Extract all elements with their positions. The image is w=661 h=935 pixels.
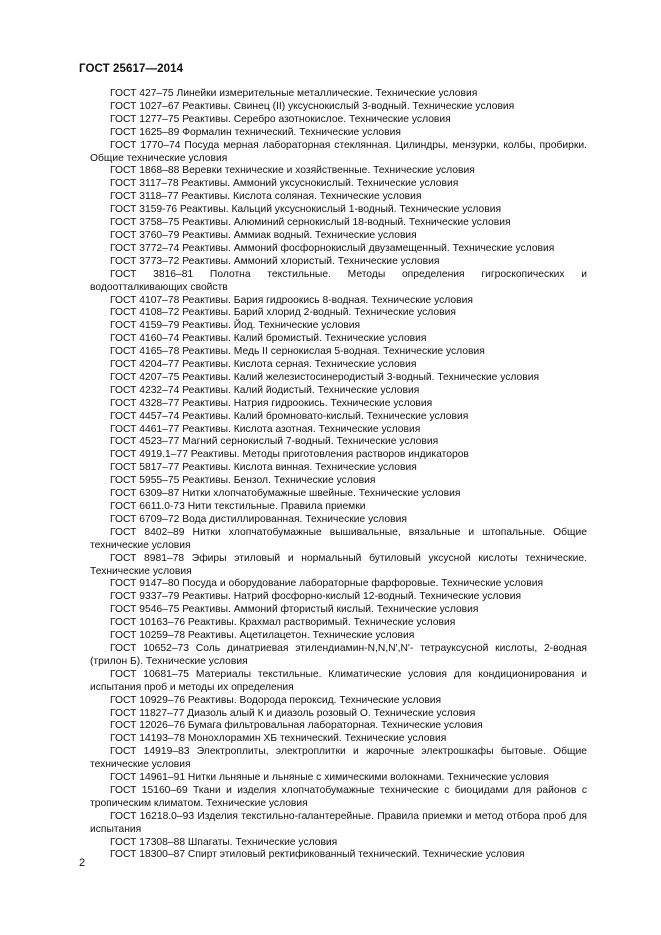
reference-entry: ГОСТ 17308–88 Шпагаты. Технические условия [110, 836, 338, 848]
reference-entry: ГОСТ 5817–77 Реактивы. Кислота винная. Технические условия [110, 462, 417, 474]
reference-entry: ГОСТ 427–75 Линейки измерительные металлические. Технические условия [110, 88, 478, 99]
reference-entry: ГОСТ 14193–78 Монохлорамин ХБ технический. Технические условия [110, 733, 447, 745]
reference-entry: ГОСТ 1868–88 Веревки технические и хозяйственные. Технические условия [110, 165, 475, 177]
reference-entry: ГОСТ 1027–67 Реактивы. Свинец (II) уксуснокислый 3-водный. Технические условия [110, 100, 515, 112]
reference-entry: ГОСТ 9147–80 Посуда и оборудование лабораторные фарфоровые. Технические условия [110, 578, 544, 590]
reference-entry: ГОСТ 10259–78 Реактивы. Ацетилацетон. Технические условия [110, 630, 415, 642]
document-header: ГОСТ 25617—2014 [79, 63, 184, 75]
reference-entry: ГОСТ 8981–78 Эфиры этиловый и нормальный бутиловый уксусной кислоты технические. Технические условия [90, 552, 587, 577]
reference-entry: ГОСТ 3816–81 Полотна текстильные. Методы определения гигроскопических и водоотталкивающих свойств [90, 268, 587, 293]
reference-entry: ГОСТ 10929–76 Реактивы. Водорода пероксид. Технические условия [110, 694, 442, 706]
reference-entry: ГОСТ 4159–79 Реактивы. Йод. Технические условия [110, 320, 361, 332]
reference-entry: ГОСТ 8402–89 Нитки хлопчатобумажные вышивальные, вязальные и штопальные. Общие технические условия [90, 526, 587, 551]
reference-entry: ГОСТ 3118–77 Реактивы. Кислота соляная. Технические условия [110, 191, 422, 203]
reference-entry: ГОСТ 3117–78 Реактивы. Аммоний уксуснокислый. Технические условия [110, 178, 459, 190]
reference-entry: ГОСТ 3760–79 Реактивы. Аммиак водный. Технические условия [110, 229, 417, 241]
reference-entry: ГОСТ 11827–77 Диазоль алый К и диазоль розовый О. Технические условия [110, 707, 476, 719]
reference-entry: ГОСТ 1770–74 Посуда мерная лабораторная стеклянная. Цилиндры, мензурки, колбы, пробирки. Общие технические условия [90, 139, 587, 164]
reference-entry: ГОСТ 4165–78 Реактивы. Медь II сернокислая 5-водная. Технические условия [110, 346, 485, 358]
reference-entry: ГОСТ 6611.0-73 Нити текстильные. Правила приемки [110, 501, 366, 512]
reference-entry: ГОСТ 4207–75 Реактивы. Калий железистосинеродистый 3-водный. Технические условия [110, 371, 540, 383]
reference-entry: ГОСТ 3772–74 Реактивы. Аммоний фосфорнокислый двузамещенный. Технические условия [110, 242, 555, 254]
reference-entry: ГОСТ 4919.1–77 Реактивы. Методы приготовления растворов индикаторов [110, 449, 469, 461]
reference-entry: ГОСТ 12026–76 Бумага фильтровальная лабораторная. Технические условия [110, 720, 483, 732]
reference-entry: ГОСТ 4328–77 Реактивы. Натрия гидроокись. Технические условия [110, 397, 433, 409]
reference-entry: ГОСТ 3159-76 Реактивы. Кальций уксуснокислый 1-водный. Технические условия [110, 204, 502, 216]
reference-entry: ГОСТ 4232–74 Реактивы. Калий йодистый. Технические условия [110, 384, 420, 396]
reference-entry: ГОСТ 1277–75 Реактивы. Серебро азотнокислое. Технические условия [110, 113, 451, 125]
reference-entry: ГОСТ 3758–75 Реактивы. Алюминий сернокислый 18-водный. Технические условия [110, 217, 511, 229]
reference-entry: ГОСТ 14961–91 Нитки льняные и льняные с химическими волокнами. Технические условия [110, 772, 549, 784]
reference-entry: ГОСТ 4107–78 Реактивы. Бария гидроокись 8-водная. Технические условия [110, 294, 473, 306]
reference-entry: ГОСТ 6709–72 Вода дистиллированная. Технические условия [110, 513, 407, 525]
reference-entry: ГОСТ 4204–77 Реактивы. Кислота серная. Технические условия [110, 359, 417, 371]
reference-entry: ГОСТ 10681–75 Материалы текстильные. Климатические условия для кондиционирования и испытания проб и методы их определения [90, 668, 587, 693]
reference-entry: ГОСТ 5955–75 Реактивы. Бензол. Технические условия [110, 475, 376, 487]
reference-entry: ГОСТ 4461–77 Реактивы. Кислота азотная. Технические условия [110, 423, 421, 435]
page-number: 2 [79, 857, 86, 869]
reference-entry: ГОСТ 15160–69 Ткани и изделия хлопчатобумажные технические с биоцидами для районов с тропическим климатом. Технические условия [90, 784, 587, 809]
reference-entry: ГОСТ 10652–73 Соль динатриевая этилендиамин-N,N,N',N'- тетрауксусной кислоты, 2-водная (трилон Б). Технические условия [90, 642, 587, 667]
reference-entry: ГОСТ 1625–89 Формалин технический. Технические условия [110, 126, 401, 138]
reference-entry: ГОСТ 9546–75 Реактивы. Аммоний фтористый кислый. Технические условия [110, 604, 479, 616]
reference-entry: ГОСТ 3773–72 Реактивы. Аммоний хлористый. Технические условия [110, 255, 440, 267]
reference-entry: ГОСТ 14919–83 Электроплиты, электроплитки и жарочные электрошкафы бытовые. Общие технические условия [90, 746, 587, 771]
reference-entry: ГОСТ 4108–72 Реактивы. Барий хлорид 2-водный. Технические условия [110, 307, 456, 319]
reference-entry: ГОСТ 10163–76 Реактивы. Крахмал растворимый. Технические условия [110, 617, 456, 629]
reference-entry: ГОСТ 18300–87 Спирт этиловый ректификованный технический. Технические условия [110, 849, 525, 861]
reference-entry: ГОСТ 16218.0–93 Изделия текстильно-галантерейные. Правила приемки и метод отбора проб для испытания [90, 810, 587, 835]
reference-entry: ГОСТ 4523–77 Магний сернокислый 7-водный. Технические условия [110, 436, 439, 448]
reference-entry: ГОСТ 6309–87 Нитки хлопчатобумажные швейные. Технические условия [110, 488, 461, 500]
reference-entry: ГОСТ 4457–74 Реактивы. Калий бромновато-кислый. Технические условия [110, 410, 469, 422]
reference-list [90, 88, 587, 862]
reference-entry: ГОСТ 9337–79 Реактивы. Натрий фосфорно-кислый 12-водный. Технические условия [110, 591, 522, 603]
reference-entry: ГОСТ 4160–74 Реактивы. Калий бромистый. Технические условия [110, 333, 427, 345]
